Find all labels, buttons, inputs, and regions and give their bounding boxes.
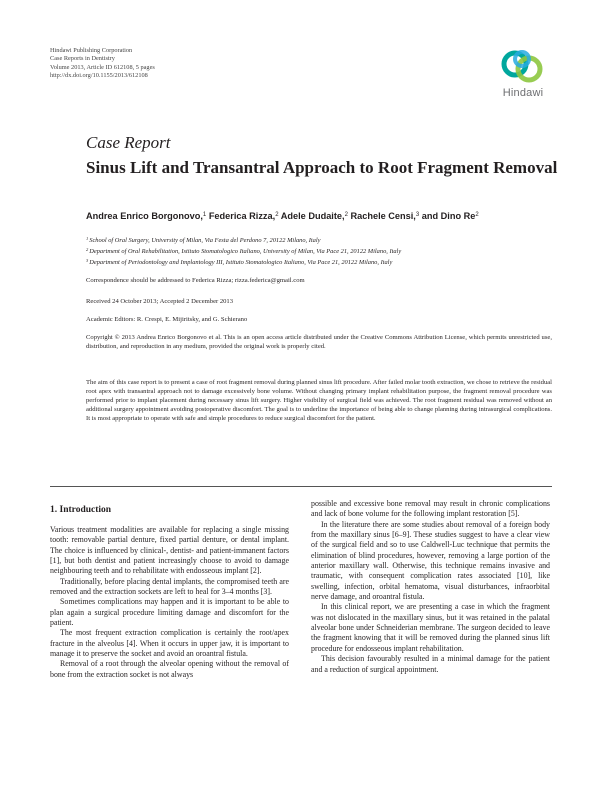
right-column: [311, 499, 550, 675]
dates: Received 24 October 2013; Accepted 2 December 2013: [86, 298, 234, 305]
affiliations: [86, 234, 401, 267]
author-name: Andrea Enrico Borgonovo,: [86, 211, 203, 221]
author-sup: 2: [275, 212, 279, 218]
paragraph: The most frequent extraction complication is certainly the root/apex fracture in the alveolus [4]. When it occurs in upper jaw, it is important to manage it to preserve the socket and avoid an oroantral fistula.: [50, 628, 289, 659]
doi-link[interactable]: http://dx.doi.org/10.1155/2013/612108: [50, 72, 148, 80]
publisher-name: Hindawi Publishing Corporation: [50, 47, 133, 54]
paragraph: Sometimes complications may happen and it is important to be able to plan again a surgical procedure limiting damage and discomfort for the patient.: [50, 597, 289, 628]
volume-info: Volume 2013, Article ID 612108, 5 pages: [50, 63, 155, 71]
logo-text: Hindawi: [502, 87, 544, 99]
paragraph: Various treatment modalities are available for replacing a single missing tooth: removable partial denture, fixed partial denture, or dental implant. The choice is influenced by clinical-, dentist- and patient-immanent factors [1], but both dentist and patient increasingly choose to avoid to damage neighbouring teeth and to rehabilitate with endosseous implant [2].: [50, 525, 289, 576]
article-type: Case Report: [86, 133, 171, 152]
correspondence: Correspondence should be addressed to Federica Rizza; rizza.federica@gmail.com: [86, 277, 305, 284]
journal-name: Case Reports in Dentistry: [50, 55, 115, 63]
divider: [50, 486, 552, 487]
section-heading: 1. Introduction: [50, 505, 112, 515]
hindawi-logo: [495, 47, 551, 107]
author-name: Rachele Censi,: [350, 211, 416, 221]
paragraph: This decision favourably resulted in a minimal damage for the patient and a reduction of surgical appointment.: [311, 654, 550, 674]
affiliation: $^2$Department of Oral Rehabilitation, Istituto Stomatologico Italiano, University of Milan, Via Pace 21, 20122 Milano, Italy: [86, 247, 402, 255]
left-column: [50, 525, 289, 680]
author-name: Federica Rizza,: [208, 211, 276, 221]
abstract: The aim of this case report is to present a case of root fragment removal during planned sinus lift procedure. After failed molar tooth extraction, we chose to retrieve the residual root apex with transantral approach not to damage excessively bone volume. Without changing primary implant rehabilitation purpose, the fragment removal procedure was performed prior to implant placement during necessary sinus lift surgery. Higher visibility of surgical field was achieved. The root fragment residual was removed without an additional surgery appointment avoiding postoperative discomfort. The goal is to underline the importance of being able to change planning during intrasurgical complications. It is most appropriate to operate with safe and simple procedures to reduce surgical discomfort for the patient.: [86, 379, 552, 423]
paragraph: In the literature there are some studies about removal of a foreign body from the maxillary sinus [6–9]. These studies suggest to have a clear view of the surgical field and so to use Caldwell-Luc technique that permits the elimination of blind procedures, however, removing a large portion of the anterior maxillary wall. Otherwise, this technique remains invasive and traumatic, with consequent complication rates associated [10], like swelling, infection, orbital hematoma, visual disturbances, infraorbital nerve damage, and oroantral fistula.: [311, 519, 550, 602]
paragraph: In this clinical report, we are presenting a case in which the fragment was not dislocated in the maxillary sinus, but it was retained in the palatal alveolar bone under Schneiderian membrane. The surgeon decided to leave the fragment knowing that it will be removed during the planned sinus lift procedure for endosseous implant rehabilitation.: [311, 602, 550, 653]
paragraph: Traditionally, before placing dental implants, the compromised teeth are removed and the extraction sockets are left to heal for 3–4 months [3].: [50, 576, 289, 597]
author-sup: 2: [344, 212, 348, 218]
affiliation: $^3$Department of Periodontology and Implantology III, Istituto Stomatologico Italiano, Via Pace 21, 20122 Milano, Italy: [86, 258, 393, 266]
affiliation: $^1$School of Oral Surgery, University of Milan, Via Festa del Perdono 7, 20122 Milano, Italy: [86, 236, 321, 244]
author-sup: 1: [202, 212, 207, 218]
author-sup: 3: [415, 212, 420, 218]
hindawi-logo-icon: [495, 47, 551, 89]
copyright-notice: Copyright © 2013 Andrea Enrico Borgonovo et al. This is an open access article distributed under the Creative Commons Attribution License, which permits unrestricted use, distribution, and reproduction in any medium, provided the original work is properly cited.: [86, 334, 552, 350]
academic-editors: Academic Editors: R. Crespi, E. Mijiritsky, and G. Schierano: [86, 316, 248, 323]
article-title: Sinus Lift and Transantral Approach to Root Fragment Removal: [86, 158, 558, 177]
paragraph: Removal of a root through the alveolar opening without the removal of bone from the extraction socket is not always: [50, 659, 289, 679]
author-list: [86, 211, 479, 221]
paragraph: possible and excessive bone removal may result in chronic complications and lack of bone volume for the following implant restoration [5].: [311, 499, 550, 519]
publication-info: [50, 47, 155, 81]
author-name: Adele Dudaite,: [280, 211, 345, 221]
author-name: and Dino Re: [421, 211, 476, 221]
author-sup: 2: [475, 212, 479, 218]
